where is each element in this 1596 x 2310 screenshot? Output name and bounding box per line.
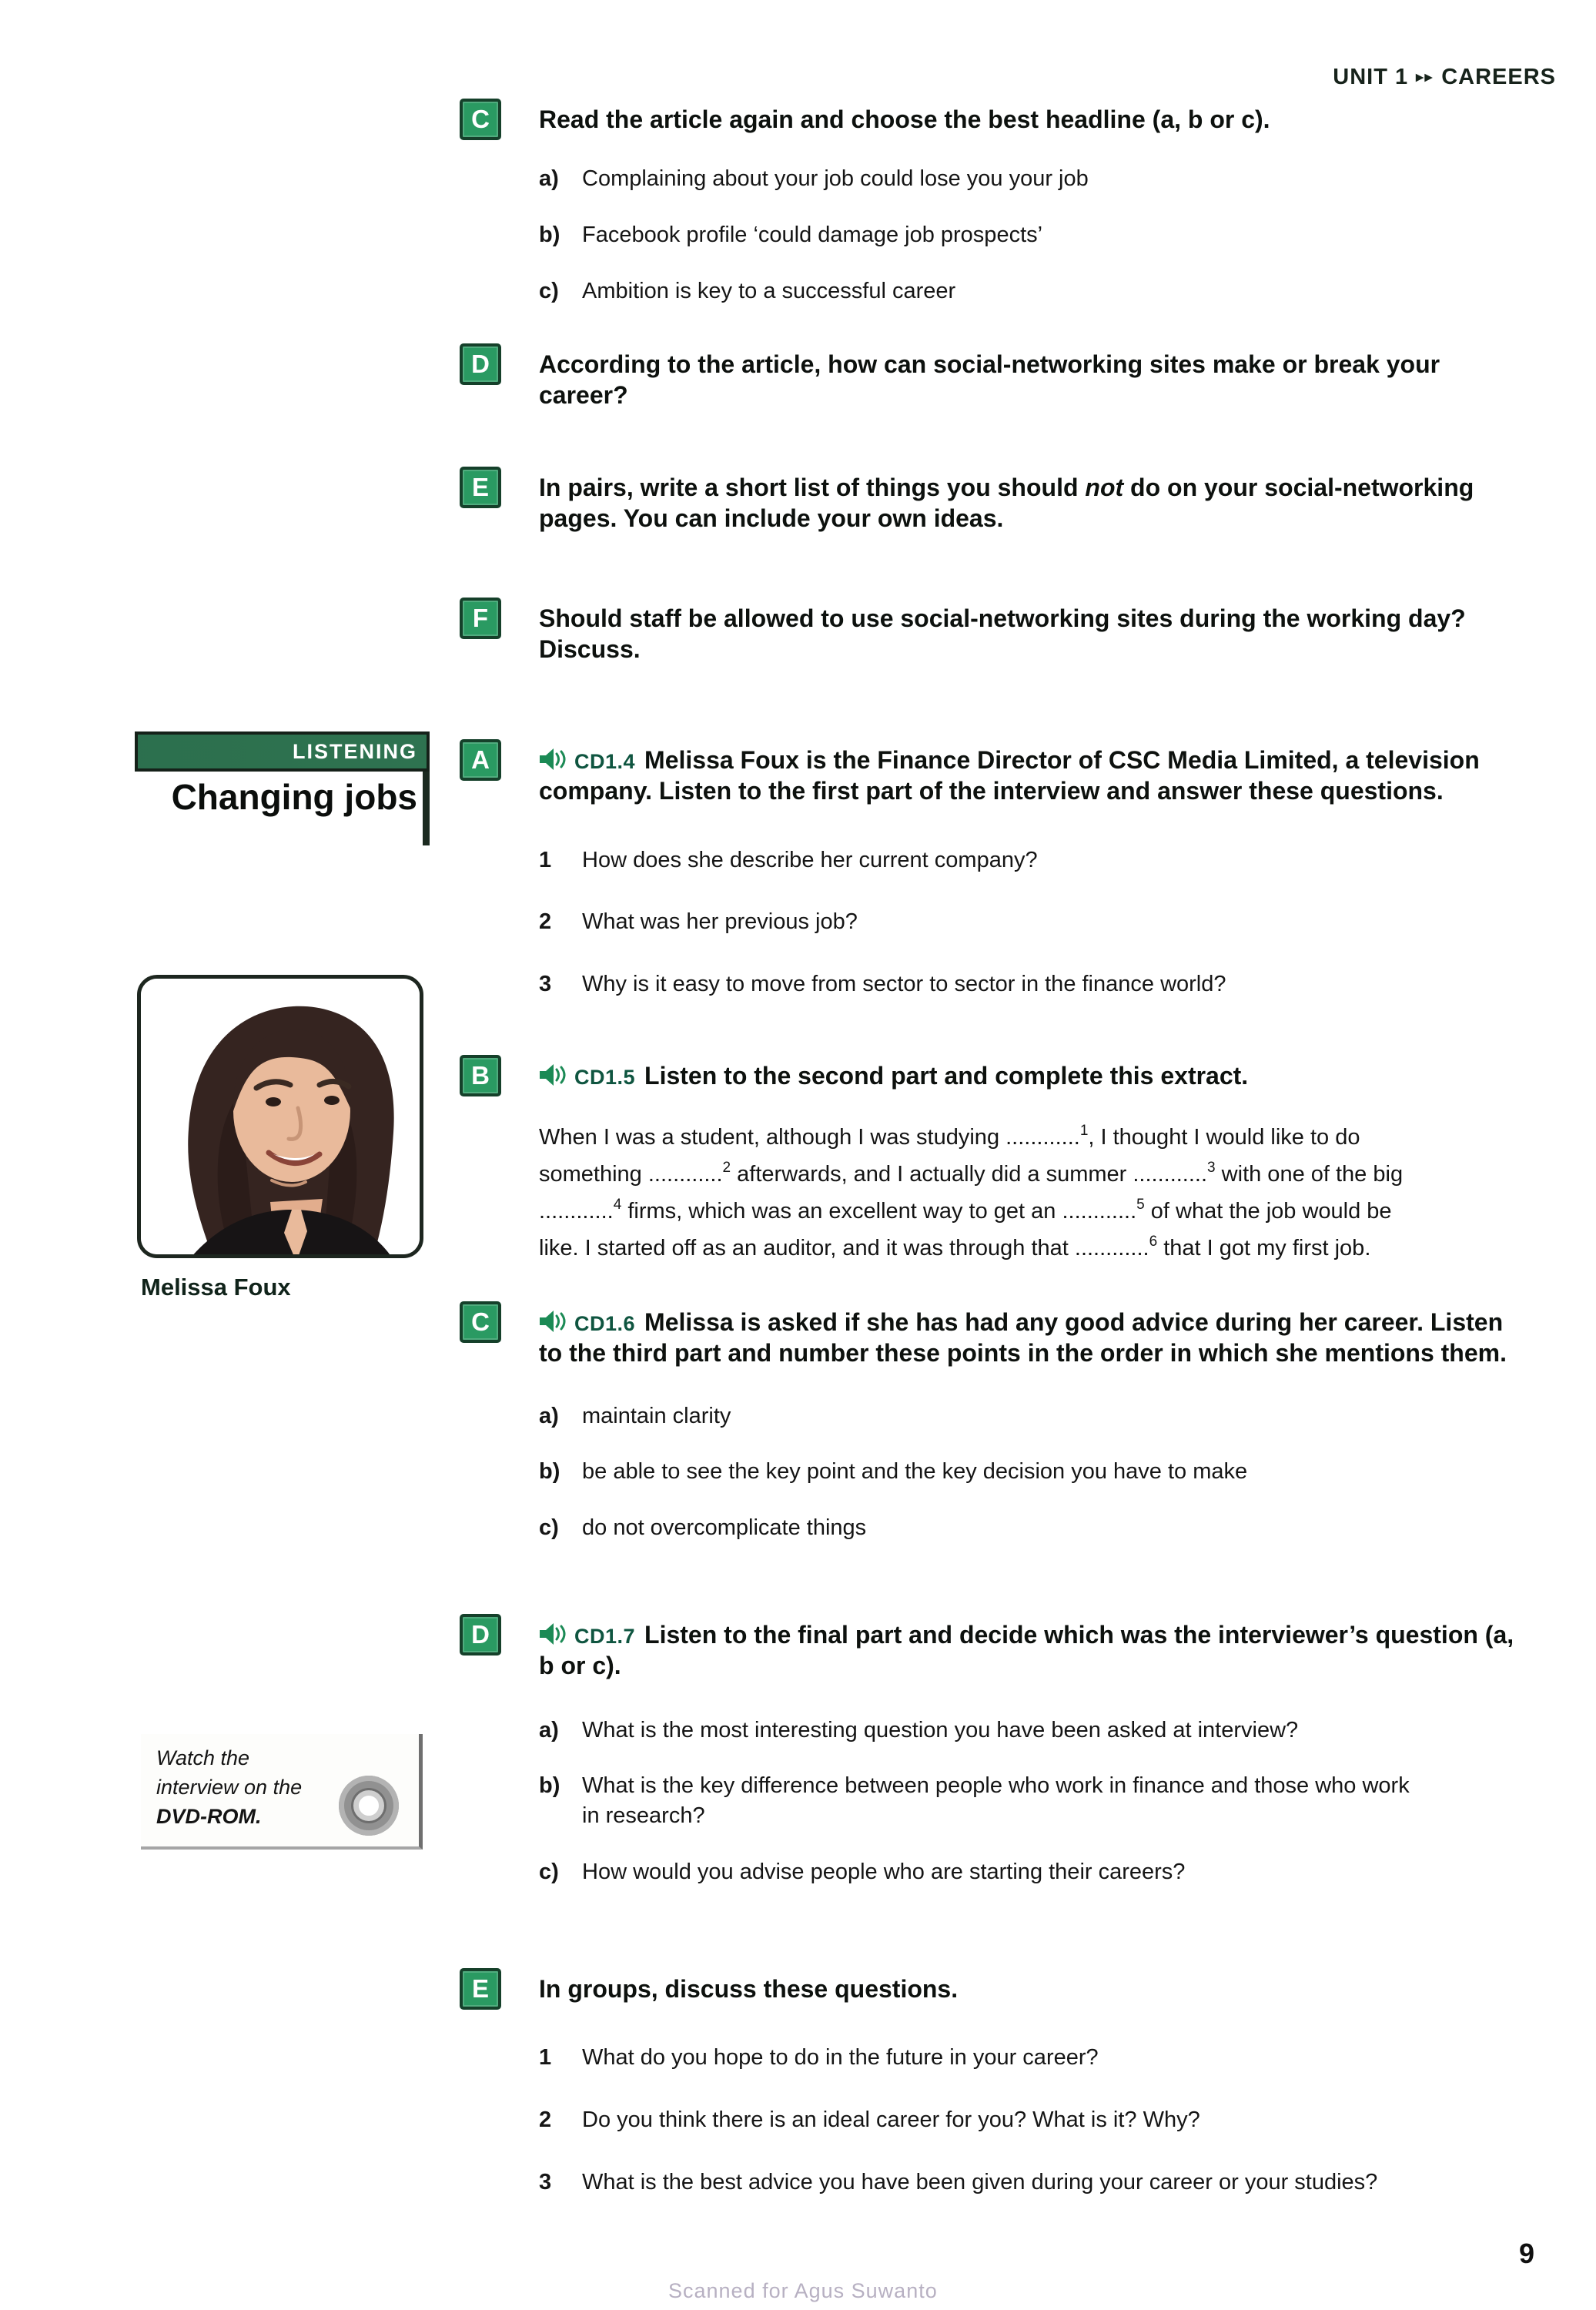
question-number: 1: [539, 2045, 552, 2071]
section-e-discussion: [460, 1968, 1517, 2198]
list-item: [539, 220, 1514, 250]
list-item: [539, 1457, 1514, 1487]
extract-line: like. I started off as an auditor, and it was through that ............$^6$ that I got my first job.: [539, 1233, 1371, 1261]
portrait-photo: [137, 975, 423, 1258]
item-text: be able to see the key point and the key decision you have to make: [582, 1459, 1248, 1485]
section-heading: CD1.7 Listen to the final part and decide which was the interviewer’s question (a, b or c).: [539, 1621, 1514, 1680]
list-item: [539, 1716, 1514, 1746]
gap-number: 3: [1207, 1159, 1216, 1176]
list-item: [539, 1857, 1514, 1887]
section-letter-badge: B: [460, 1055, 501, 1096]
speaker-icon: [539, 1063, 568, 1086]
question-item: [539, 2043, 1514, 2073]
list-item: [539, 164, 1514, 194]
item-label: b): [539, 1773, 560, 1799]
list-item: [539, 1401, 1514, 1431]
section-f-reading: [460, 598, 1517, 665]
gap-number: 1: [1079, 1122, 1089, 1139]
double-arrow-icon: ▸▸: [1416, 69, 1434, 85]
question-text: Why is it easy to move from sector to sector in the finance world?: [582, 972, 1226, 997]
option-list: [539, 1401, 1514, 1544]
section-letter-badge: F: [460, 598, 501, 639]
gap-number: 4: [613, 1196, 622, 1213]
gap-number: 2: [722, 1159, 731, 1176]
question-number: 2: [539, 909, 552, 935]
unit-label: UNIT 1: [1333, 65, 1409, 89]
question-text: Do you think there is an ideal career for you? What is it? Why?: [582, 2107, 1200, 2133]
speaker-icon: [539, 1622, 568, 1645]
item-label: c): [539, 279, 559, 304]
section-letter-badge: C: [460, 99, 501, 140]
list-item: [539, 276, 1514, 306]
question-text: What do you hope to do in the future in your career?: [582, 2045, 1099, 2071]
emphasis-word: not: [1085, 474, 1124, 501]
speaker-icon: [539, 748, 568, 771]
dvd-note-text: Watch the interview on the DVD-ROM.: [156, 1746, 303, 1828]
item-text: do not overcomplicate things: [582, 1515, 867, 1541]
item-text: Complaining about your job could lose you your job: [582, 166, 1089, 192]
question-number: 1: [539, 847, 552, 872]
listening-label: LISTENING: [292, 739, 417, 763]
option-list: [539, 1716, 1514, 1887]
item-text: Ambition is key to a successful career: [582, 279, 956, 304]
listening-banner: [135, 732, 430, 772]
section-a-listening: [460, 739, 1517, 999]
dvd-rom-label: DVD-ROM.: [156, 1805, 262, 1828]
section-letter-badge: D: [460, 1614, 501, 1656]
section-c-listening: [460, 1301, 1517, 1543]
section-heading: According to the article, how can social-networking sites make or break your career?: [539, 350, 1440, 410]
section-heading: Read the article again and choose the best headline (a, b or c).: [539, 105, 1270, 133]
question-text: How does she describe her current company?: [582, 847, 1038, 872]
section-c-reading: [460, 99, 1517, 306]
cd-track-label: CD1.6: [574, 1312, 636, 1335]
unit-header: [1333, 65, 1556, 90]
item-label: b): [539, 1459, 560, 1485]
gap-number: 6: [1149, 1233, 1158, 1250]
section-letter-badge: E: [460, 1968, 501, 2010]
section-letter-badge: A: [460, 739, 501, 781]
extract-line: When I was a student, although I was studying ............$^1$, I thought I would like to do: [539, 1122, 1360, 1150]
section-heading: In pairs, write a short list of things you should not do on your social-networking pages. You can include your own ideas.: [539, 474, 1474, 533]
section-letter-badge: D: [460, 343, 501, 385]
portrait-illustration: [141, 979, 423, 1258]
item-label: a): [539, 1717, 559, 1743]
question-text: What was her previous job?: [582, 909, 858, 935]
question-item: [539, 845, 1511, 875]
dvd-note-card: [141, 1734, 423, 1850]
dvd-disc-icon: [339, 1776, 399, 1836]
unit-topic: CAREERS: [1441, 65, 1556, 89]
scan-watermark: Scanned for Agus Suwanto: [668, 2279, 938, 2302]
item-text: How would you advise people who are starting their careers?: [582, 1860, 1186, 1885]
item-label: c): [539, 1860, 559, 1885]
item-label: b): [539, 223, 560, 248]
cd-track-label: CD1.4: [574, 750, 636, 773]
question-item: [539, 969, 1511, 999]
question-list: [539, 845, 1511, 1000]
question-item: [539, 907, 1511, 937]
question-text: What is the best advice you have been given during your career or your studies?: [582, 2170, 1378, 2195]
photo-caption: Melissa Foux: [141, 1274, 291, 1301]
item-text: What is the key difference between people who work in finance and those who work in research?: [582, 1773, 1410, 1829]
section-d-listening: [460, 1614, 1517, 1887]
section-letter-badge: E: [460, 467, 501, 508]
section-letter-badge: C: [460, 1301, 501, 1343]
section-heading: In groups, discuss these questions.: [539, 1975, 959, 2003]
item-label: a): [539, 166, 559, 192]
item-label: a): [539, 1403, 559, 1428]
section-b-listening: [460, 1055, 1517, 1267]
list-item: [539, 1513, 1514, 1543]
speaker-icon: [539, 1310, 568, 1333]
question-number: 3: [539, 2170, 552, 2195]
extract-line: ............$^4$ firms, which was an excellent way to get an ............$^5$ of what the job would be: [539, 1196, 1392, 1224]
item-label: c): [539, 1515, 559, 1541]
section-heading: CD1.5 Listen to the second part and complete this extract.: [539, 1060, 1514, 1091]
section-d-reading: [460, 343, 1517, 411]
question-number: 2: [539, 2107, 552, 2133]
list-item: [539, 1771, 1514, 1831]
option-list: [539, 164, 1514, 306]
gap-number: 5: [1136, 1196, 1145, 1213]
question-item: [539, 2105, 1514, 2135]
cd-track-label: CD1.5: [574, 1066, 636, 1089]
page-number: 9: [1518, 2238, 1534, 2269]
question-item: [539, 2168, 1514, 2198]
lesson-title: Changing jobs: [171, 777, 417, 817]
item-text: What is the most interesting question you have been asked at interview?: [582, 1717, 1299, 1743]
item-text: Facebook profile ‘could damage job prospects’: [582, 223, 1043, 248]
question-list: [539, 2043, 1514, 2198]
cd-track-label: CD1.7: [574, 1625, 636, 1648]
item-text: maintain clarity: [582, 1403, 731, 1428]
section-heading: CD1.4 Melissa Foux is the Finance Director of CSC Media Limited, a television company. Listen to the first part of the interview and answer these questions.: [539, 746, 1480, 805]
extract-line: something ............$^2$ afterwards, and I actually did a summer ............$^3$ with one of the big: [539, 1159, 1404, 1187]
gap-fill-extract: [539, 1119, 1540, 1267]
section-heading: Should staff be allowed to use social-networking sites during the working day? Discuss.: [539, 604, 1466, 664]
section-e-reading: [460, 467, 1517, 534]
question-number: 3: [539, 972, 552, 997]
section-heading: CD1.6 Melissa is asked if she has had any good advice during her career. Listen to the third part and number these points in the order in which she mentions them.: [539, 1308, 1507, 1368]
